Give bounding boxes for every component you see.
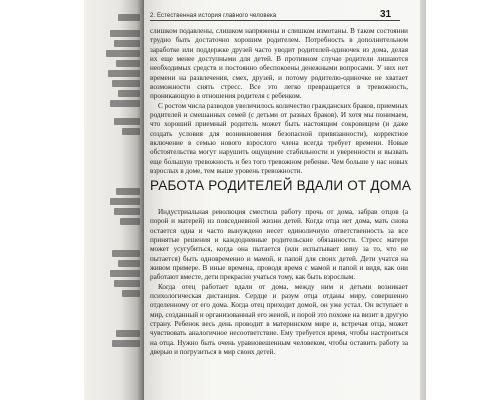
running-head: 2. Естественная история главного человека: [150, 13, 400, 21]
section-heading: РАБОТА РОДИТЕЛЕЙ ВДАЛИ ОТ ДОМА: [150, 178, 412, 193]
paragraph: Когда отец работает вдали от дома, между ним и детьми возникает психологическая дистанция. Сердце и разум отца отданы миру, совершенно отделенному от его дома. Когда отец приходит домой, он уже устал. Он вступает в мир, созданный и организованный его женой, и порой это похоже на визит в другую страну. Ребенок весь день проводит в материнском мире и, встречая отца, может чувствовать аналогичное несоответствие. Ему требуется время, чтобы настроиться на отца. Нужно быть очень уравновешенным человеком, чтобы оставить работу за дверью и погрузиться в мир своих детей.: [150, 282, 408, 357]
page-edge: [420, 0, 426, 400]
book-page: [144, 0, 420, 400]
paragraph: С ростом числа разводов увеличилось количество гражданских браков, приемных родителей и смешанных семей (с детьми от разных браков). И хотя мы понимаем, что хороший приемный родитель может быть настоящим сокровищем (и даже создать условия для возникновения безопасной привязанности), корректное включение в семью нового взрослого члена всегда требует времени. Новые обстоятельства могут нарушить ощущение стабильности и уверенности и вызвать еще бо́льшую тревожность и без того тревожном ребенке. Чем больше у нас новых взрослых в доме, тем выше уровень тревожности.: [150, 101, 408, 176]
text-block-top: [150, 27, 408, 177]
paragraph: слишком подавлены, слишком напряжены и слишком измотаны. В таком состоянии трудно быть достаточно хорошим родителем. Потребность в дополнительном заработке или поддержке друзей часто уводит родителей-одиночек из дома, делая их еще менее доступными для детей. В противном случае родители лишаются необходимых средств и постоянно обеспокоены денежными вопросами. У них нет времени на развлечения, смех, друзей, и потому родителю-одиночке не хватает возможности снять стресс. Все это легко превращается в тревожность, проникающую в отношения родителя с ребенком.: [150, 27, 408, 101]
page-number: 31: [380, 9, 392, 20]
left-page-edge: [84, 0, 144, 400]
paragraph: Индустриальная революция сместила работу прочь от дома, забрав отцов (а порой и матерей) из повседневной жизни детей. Когда отца нет дома, мать снова остается одна и часто вынуждено несет единоличную ответственность за все принятые решения и каждодневные родительские обязанности. Стресс матери может усугубиться, когда она пытается (или испытывает вину за то, что не пытается) быть одновременно и мамой, и папой для своих детей. Дети учатся на живом примере. В иные времена, проводя время с мамой и папой и видя, как они работают вместе, дети прекрасно учаться тому, как быть взрослым.: [150, 208, 408, 282]
text-block-bottom: [150, 208, 408, 358]
